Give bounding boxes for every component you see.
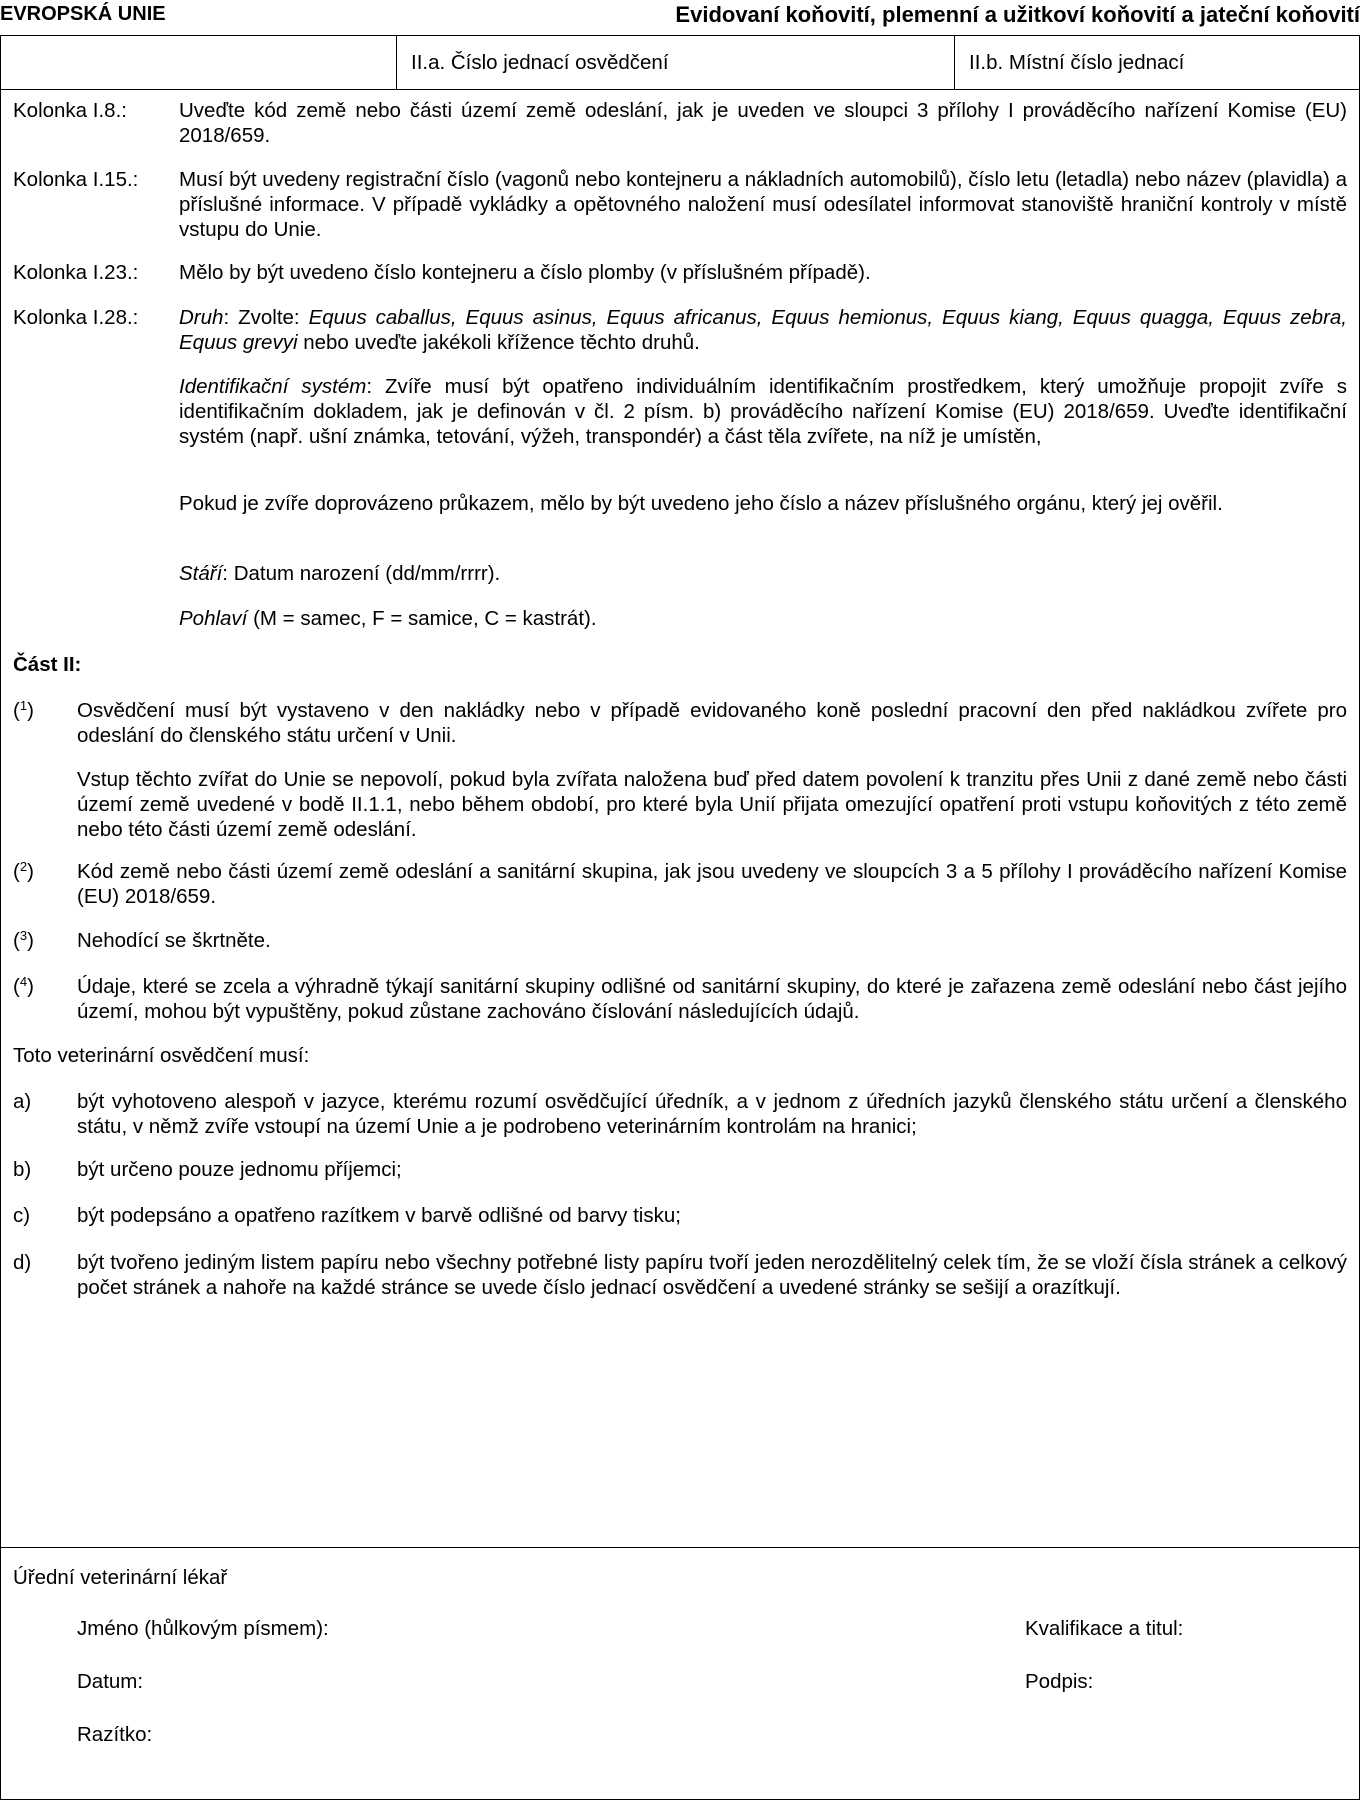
- species-note: [179, 305, 1347, 355]
- reference-bar: [1, 36, 1359, 90]
- local-reference-cell: [954, 36, 1359, 89]
- note-label: Kolonka I.23.:: [13, 261, 139, 284]
- footnote-text: Údaje, které se zcela a výhradně týkají sanitární skupiny odlišné od sanitární skupiny, do které je zařazena země odeslání nebo část jejího území, mohou být vypuštěny, pokud zůstane zachováno číslování následujících údajů.: [77, 975, 1347, 1023]
- requirement-label: b): [13, 1158, 32, 1181]
- age-text: : Datum narození (dd/mm/rrrr).: [222, 562, 501, 585]
- requirement-text: být tvořeno jediným listem papíru nebo všechny potřebné listy papíru tvoří jeden nerozdělitelný celek tím, že se vloží čísla stránek a celkový počet stránek a nahoře na každé stránce se uvede číslo jednací osvědčení a uvedené stránky se sešijí a orazítkují.: [77, 1251, 1347, 1299]
- identification-text: : Zvíře musí být opatřeno individuálním identifikačním prostředkem, který umožňuje propojit zvíře s identifikačním dokladem, jak je definován v čl. 2 písm. b) prováděcího nařízení Komise (EU) 2018/659. Uveďte identifikační systém (např. ušní známka, tetování, výžeh, transpondér) a část těla zvířete, na níž je umístěn,: [179, 375, 1348, 448]
- requirement-label: c): [13, 1204, 31, 1227]
- note-text: Uveďte kód země nebo části území země odeslání, jak je uveden ve sloupci 3 přílohy I prováděcího nařízení Komise (EU) 2018/659.: [179, 99, 1347, 147]
- footnote-text: Kód země nebo části území země odeslání a sanitární skupina, jak jsou uvedeny ve sloupcích 3 a 5 přílohy I prováděcího nařízení Komise (EU) 2018/659.: [77, 860, 1347, 908]
- note-label: Kolonka I.15.:: [13, 168, 139, 191]
- footnote-marker: ($^4$): [13, 974, 34, 998]
- sex-term: Pohlaví: [179, 607, 248, 630]
- footnote-text: Nehodící se škrtněte.: [77, 929, 271, 952]
- requirement-text: být vyhotoveno alespoň v jazyce, kterému rozumí osvědčující úředník, a v jednom z úředních jazyků členského státu určení a členského státu, v němž zvíře vstoupí na území Unie a je podrobeno veterinárním kontrolám na hranici;: [77, 1090, 1347, 1138]
- age-note: [179, 561, 1347, 586]
- signature-block: [1, 1547, 1359, 1800]
- requirements-intro: Toto veterinární osvědčení musí:: [13, 1044, 310, 1067]
- requirement-label: d): [13, 1251, 32, 1274]
- identification-term: Identifikační systém: [179, 375, 367, 398]
- note-text: Mělo by být uvedeno číslo kontejneru a číslo plomby (v příslušném případě).: [179, 261, 871, 284]
- footnote-marker: ($^2$): [13, 859, 34, 883]
- official-veterinarian-heading: Úřední veterinární lékař: [13, 1566, 228, 1589]
- passport-note: Pokud je zvíře doprovázeno průkazem, mělo by být uvedeno jeho číslo a název příslušného orgánu, který jej ověřil.: [179, 492, 1223, 515]
- sex-text: (M = samec, F = samice, C = kastrát).: [247, 607, 597, 630]
- note-label: Kolonka I.8.:: [13, 99, 127, 122]
- requirement-text: být podepsáno a opatřeno razítkem v barvě odlišné od barvy tisku;: [77, 1204, 681, 1227]
- species-tail: nebo uveďte jakékoli křížence těchto druhů.: [297, 331, 700, 354]
- note-text: Musí být uvedeny registrační číslo (vagonů nebo kontejneru a nákladních automobilů), číslo letu (letadla) nebo název (plavidla) a příslušné informace. V případě vykládky a opětovného naložení musí odesílatel informovat stanoviště hraniční kontroly v místě vstupu do Unie.: [179, 168, 1347, 241]
- reference-number-label: II.a. Číslo jednací osvědčení: [411, 51, 669, 74]
- identification-note: [179, 374, 1347, 449]
- local-reference-label: II.b. Místní číslo jednací: [969, 51, 1185, 74]
- footnote-1-continuation: Vstup těchto zvířat do Unie se nepovolí, pokud byla zvířata naložena buď před datem povolení k tranzitu přes Unii z dané země nebo části území země uvedené v bodě II.1.1, nebo během období, pro které byla Unií přijata omezující opatření proti vstupu koňovitých z této země nebo této části území země odeslání.: [77, 768, 1347, 841]
- date-field-label: Datum:: [77, 1670, 144, 1693]
- signature-field-label: Podpis:: [1025, 1670, 1094, 1693]
- requirement-label: a): [13, 1090, 32, 1113]
- qualification-field-label: Kvalifikace a titul:: [1025, 1617, 1184, 1640]
- footnote-text: Osvědčení musí být vystaveno v den nakládky nebo v případě evidovaného koně poslední pracovní den před nakládkou zvířete pro odeslání do členského státu určení v Unii.: [77, 699, 1347, 747]
- reference-number-cell: [396, 36, 955, 89]
- species-list: Equus caballus, Equus asinus, Equus africanus, Equus hemionus, Equus kiang, Equus quagga, Equus zebra, Equus grevyi: [179, 306, 1347, 354]
- part2-heading: Část II:: [13, 653, 82, 676]
- sex-note: [179, 606, 1347, 631]
- stamp-field-label: Razítko:: [77, 1723, 153, 1746]
- footnote-marker: ($^1$): [13, 698, 34, 722]
- certificate-title: Evidovaní koňovití, plemenní a užitkoví koňovití a jateční koňovití: [675, 2, 1360, 27]
- species-intro: : Zvolte:: [223, 306, 309, 329]
- note-label: Kolonka I.28.:: [13, 306, 139, 329]
- certificate-frame: [0, 35, 1360, 1800]
- requirement-text: být určeno pouze jednomu příjemci;: [77, 1158, 402, 1181]
- age-term: Stáří: [179, 562, 223, 585]
- region-label: EVROPSKÁ UNIE: [0, 3, 166, 25]
- footnote-marker: ($^3$): [13, 928, 34, 952]
- name-field-label: Jméno (hůlkovým písmem):: [77, 1617, 329, 1640]
- species-term: Druh: [179, 306, 224, 329]
